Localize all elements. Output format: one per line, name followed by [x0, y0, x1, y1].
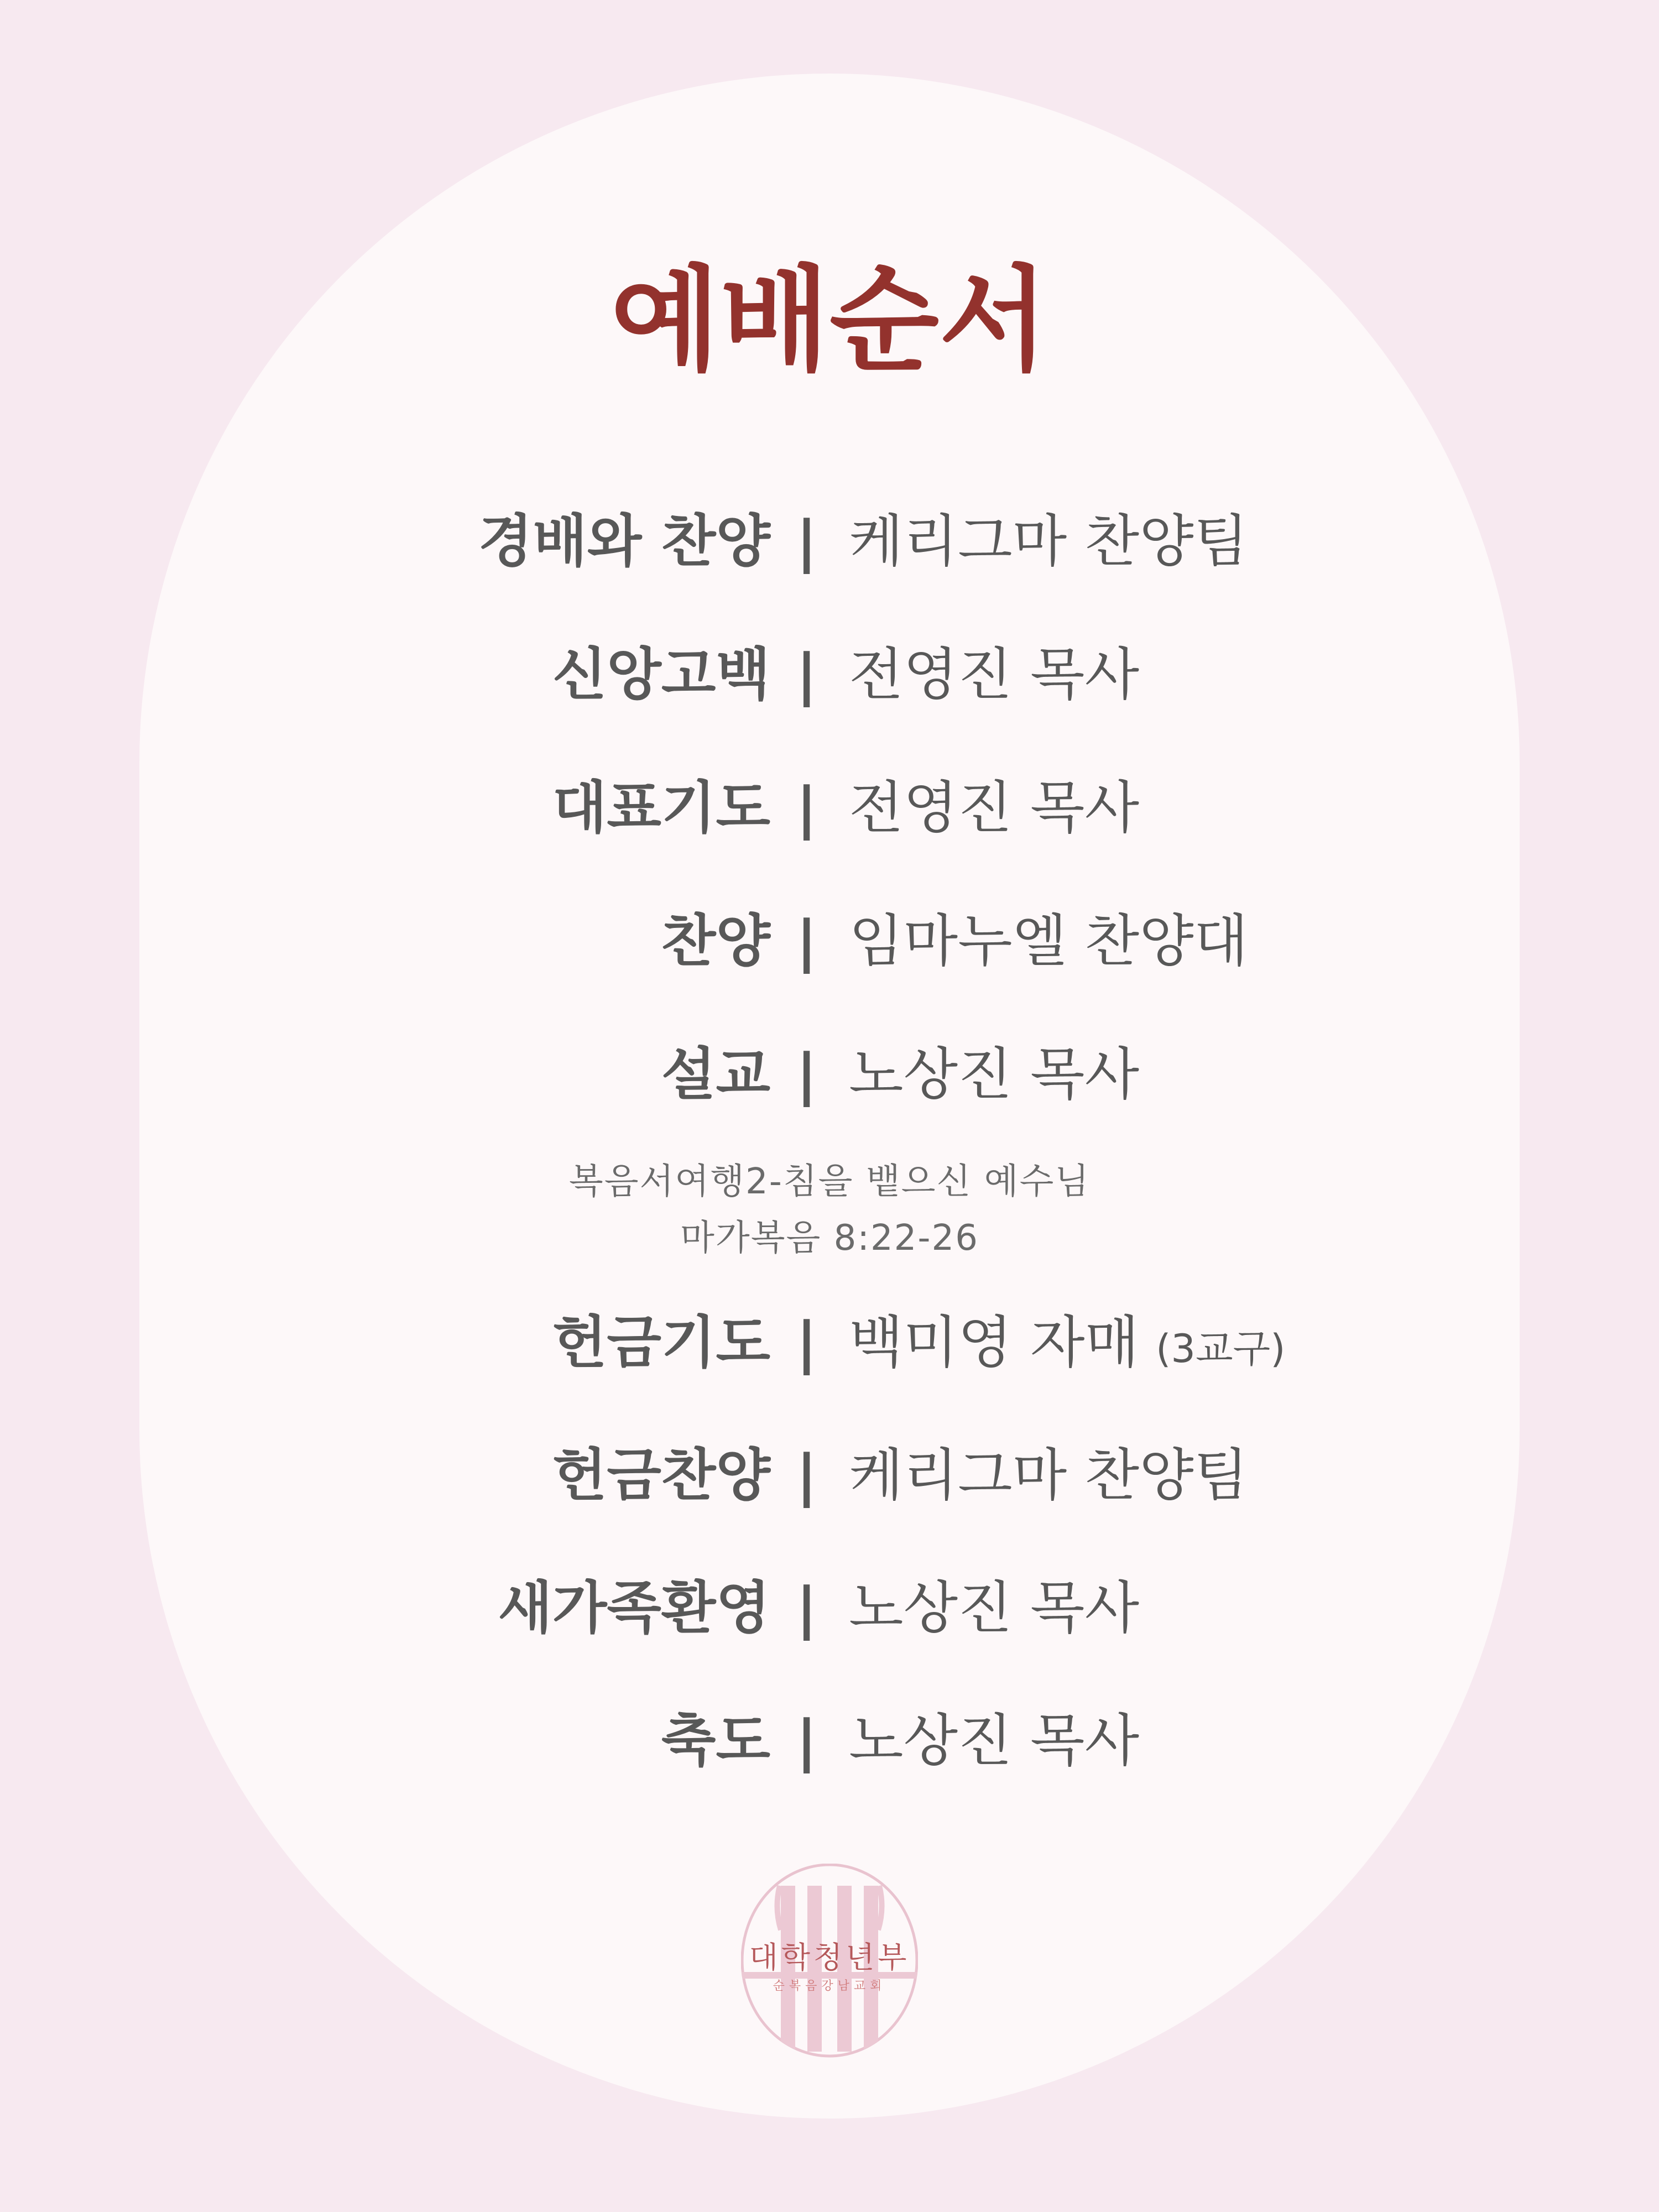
order-separator: | [796, 1575, 817, 1641]
order-separator: | [796, 642, 817, 708]
order-row-offering-prayer [0, 1302, 1659, 1385]
order-row-benediction [0, 1700, 1659, 1783]
order-person-name: 임마누엘 찬양대 [849, 909, 1249, 974]
order-person [849, 634, 1139, 717]
order-separator: | [796, 1708, 817, 1774]
order-separator: | [796, 909, 817, 974]
order-row-choir [0, 900, 1659, 983]
order-role: 새가족환영 [498, 1575, 770, 1641]
order-row-sermon [0, 1034, 1659, 1117]
sermon-scripture: 마가복음 8:22-26 [680, 1218, 979, 1259]
order-row-prayer [0, 767, 1659, 850]
order-person-note: (3교구) [1156, 1326, 1286, 1371]
order-person-name: 전영진 목사 [849, 642, 1140, 708]
order-separator: | [796, 1310, 817, 1376]
order-separator: | [796, 1443, 817, 1509]
order-person-name: 케리그마 찬양팀 [849, 1443, 1249, 1509]
order-role: 헌금기도 [552, 1310, 770, 1376]
order-separator: | [796, 775, 817, 841]
order-role: 찬양 [661, 909, 770, 974]
order-separator: | [796, 1042, 817, 1108]
ministry-logo [741, 1864, 918, 2063]
order-role: 경배와 찬양 [478, 509, 770, 575]
order-separator: | [796, 509, 817, 575]
order-person [849, 767, 1139, 850]
order-person-name: 전영진 목사 [849, 775, 1140, 841]
order-person [849, 1434, 1248, 1517]
order-row-creed [0, 634, 1659, 717]
order-role: 설교 [661, 1042, 770, 1108]
order-person [849, 500, 1248, 583]
logo-subtitle: 순복음강남교회 [773, 1979, 886, 1993]
order-person [849, 900, 1248, 983]
order-person-name: 노상진 목사 [849, 1042, 1140, 1108]
order-person-name: 노상진 목사 [849, 1575, 1140, 1641]
order-role: 대표기도 [552, 775, 770, 841]
order-role: 신앙고백 [552, 642, 770, 708]
order-role: 축도 [661, 1708, 770, 1774]
order-person [849, 1302, 1286, 1390]
order-person [849, 1700, 1139, 1783]
page-title: 예배순서 [610, 255, 1049, 387]
order-role: 헌금찬양 [552, 1443, 770, 1509]
order-row-offering-song [0, 1434, 1659, 1517]
order-person-name: 백미영 자매 [849, 1310, 1140, 1376]
order-person [849, 1034, 1139, 1117]
order-person [849, 1567, 1139, 1650]
order-person-name: 노상진 목사 [849, 1708, 1140, 1774]
logo-title: 대학청년부 [749, 1940, 910, 1975]
sermon-title: 복음서여행2-침을 뱉으신 예수님 [568, 1161, 1091, 1202]
order-row-worship [0, 500, 1659, 583]
order-person-name: 케리그마 찬양팀 [849, 509, 1249, 575]
order-row-welcome [0, 1567, 1659, 1650]
